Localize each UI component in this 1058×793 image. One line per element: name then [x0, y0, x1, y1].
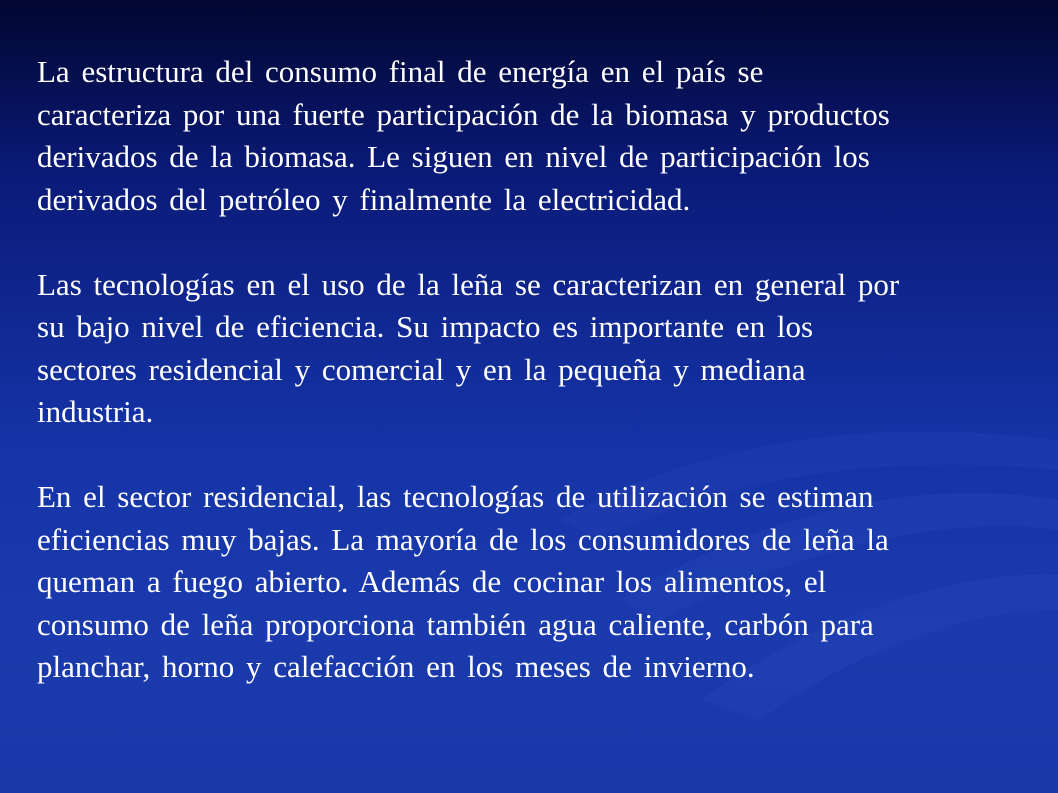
text-line: eficiencias muy bajas. La mayoría de los consumidores de leña la [37, 521, 889, 557]
text-line: queman a fuego abierto. Además de cocinar los alimentos, el [37, 564, 827, 599]
text-line: su bajo nivel de eficiencia. Su impacto es importante en los [37, 309, 814, 344]
text-line: Las tecnologías en el uso de la leña se caracterizan en general por [37, 266, 900, 302]
text-line: derivados de la biomasa. Le siguen en nivel de participación los [37, 139, 870, 174]
text-line: derivados del petróleo y finalmente la electricidad. [37, 181, 691, 217]
paragraph-residential-sector [37, 476, 1037, 689]
text-line: En el sector residencial, las tecnologías de utilización se estiman [37, 479, 874, 514]
text-line: consumo de leña proporciona también agua caliente, carbón para [37, 606, 874, 642]
text-line: industria. [37, 394, 154, 429]
text-line: sectores residencial y comercial y en la pequeña y mediana [37, 351, 806, 387]
paragraph-firewood-technologies [37, 264, 1037, 434]
text-line: planchar, horno y calefacción en los meses de invierno. [37, 649, 755, 684]
text-line: caracteriza por una fuerte participación de la biomasa y productos [37, 96, 890, 132]
paragraph-energy-structure [37, 51, 1037, 221]
body-text [37, 51, 1037, 689]
text-line: La estructura del consumo final de energía en el país se [37, 54, 764, 89]
